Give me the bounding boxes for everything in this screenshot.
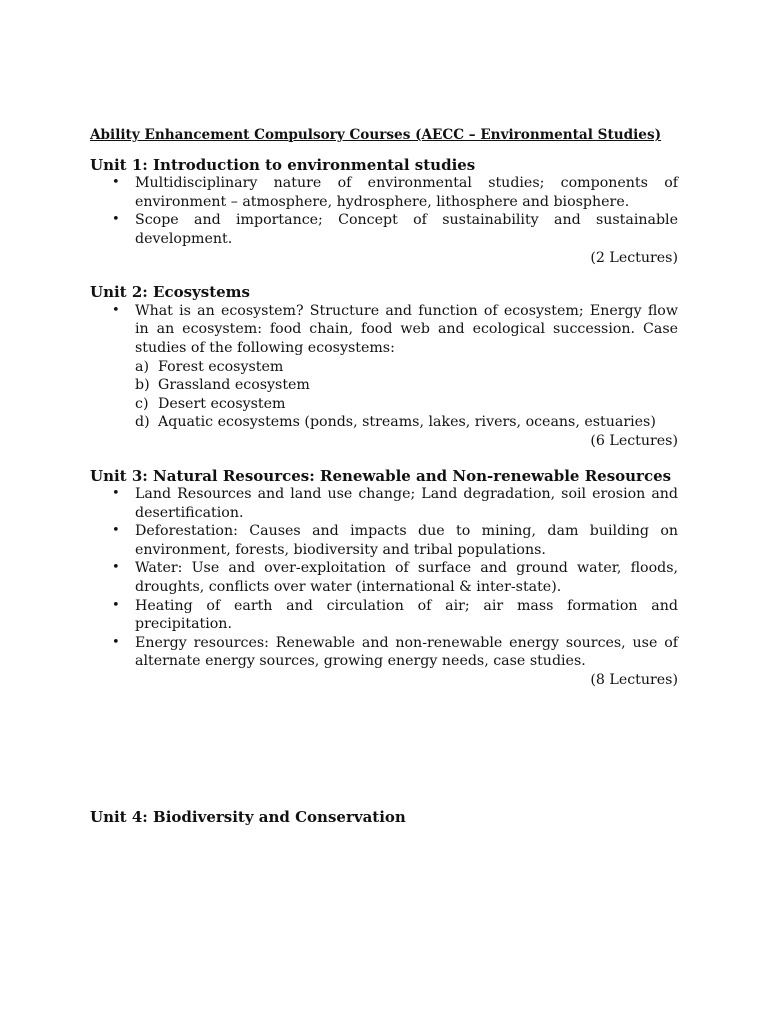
- list-item: • Multidisciplinary nature of environmental studies; components of environment – atmosphere, hydrosphere, lithosphere and biosphere.: [90, 174, 678, 211]
- sub-list-text: Grassland ecosystem: [158, 377, 310, 394]
- sub-list-text: Forest ecosystem: [158, 358, 284, 375]
- sub-list-marker: c): [135, 395, 149, 412]
- list-item: • Land Resources and land use change; Land degradation, soil erosion and desertification.: [90, 485, 678, 522]
- list-item: • Heating of earth and circulation of air; air mass formation and precipitation.: [90, 597, 678, 634]
- sub-list-text: Aquatic ecosystems (ponds, streams, lakes, rivers, oceans, estuaries): [158, 414, 656, 431]
- sub-list-marker: a): [135, 358, 149, 375]
- unit-1-heading: Unit 1: Introduction to environmental studies: [90, 155, 476, 174]
- unit-1-lectures: (2 Lectures): [590, 249, 678, 266]
- unit-3-lectures: (8 Lectures): [590, 672, 678, 689]
- sub-list-item: [135, 376, 678, 395]
- sub-list-marker: d): [135, 414, 150, 431]
- list-item: • Water: Use and over-exploitation of surface and ground water, floods, droughts, conflicts over water (international & inter-state).: [90, 559, 678, 596]
- sub-list-item: [135, 413, 678, 432]
- sub-list-marker: b): [135, 377, 150, 394]
- unit-2-topics: [90, 302, 678, 432]
- list-item: [90, 302, 678, 432]
- document-title: Ability Enhancement Compulsory Courses (AECC – Environmental Studies): [90, 127, 662, 143]
- sub-list-item: [135, 395, 678, 414]
- list-item: • Energy resources: Renewable and non-renewable energy sources, use of alternate energy sources, growing energy needs, case studies.: [90, 634, 678, 671]
- sub-list-text: Desert ecosystem: [158, 395, 286, 412]
- unit-3-heading: Unit 3: Natural Resources: Renewable and Non-renewable Resources: [90, 466, 672, 485]
- list-item-text: What is an ecosystem? Structure and function of ecosystem; Energy flow in an ecosystem: food chain, food web and ecological succession. Case studies of the following ecosystems:: [135, 302, 678, 356]
- unit-2-lectures: (6 Lectures): [590, 432, 678, 449]
- ecosystem-case-studies: [135, 358, 678, 432]
- list-item: • Scope and importance; Concept of sustainability and sustainable development.: [90, 211, 678, 248]
- list-item: • Deforestation: Causes and impacts due to mining, dam building on environment, forests, biodiversity and tribal populations.: [90, 522, 678, 559]
- unit-3-topics: [90, 485, 678, 671]
- unit-1-topics: [90, 174, 678, 248]
- unit-4-heading: Unit 4: Biodiversity and Conservation: [90, 808, 406, 826]
- sub-list-item: [135, 358, 678, 377]
- unit-2-heading: Unit 2: Ecosystems: [90, 283, 250, 302]
- document-page: [90, 126, 678, 826]
